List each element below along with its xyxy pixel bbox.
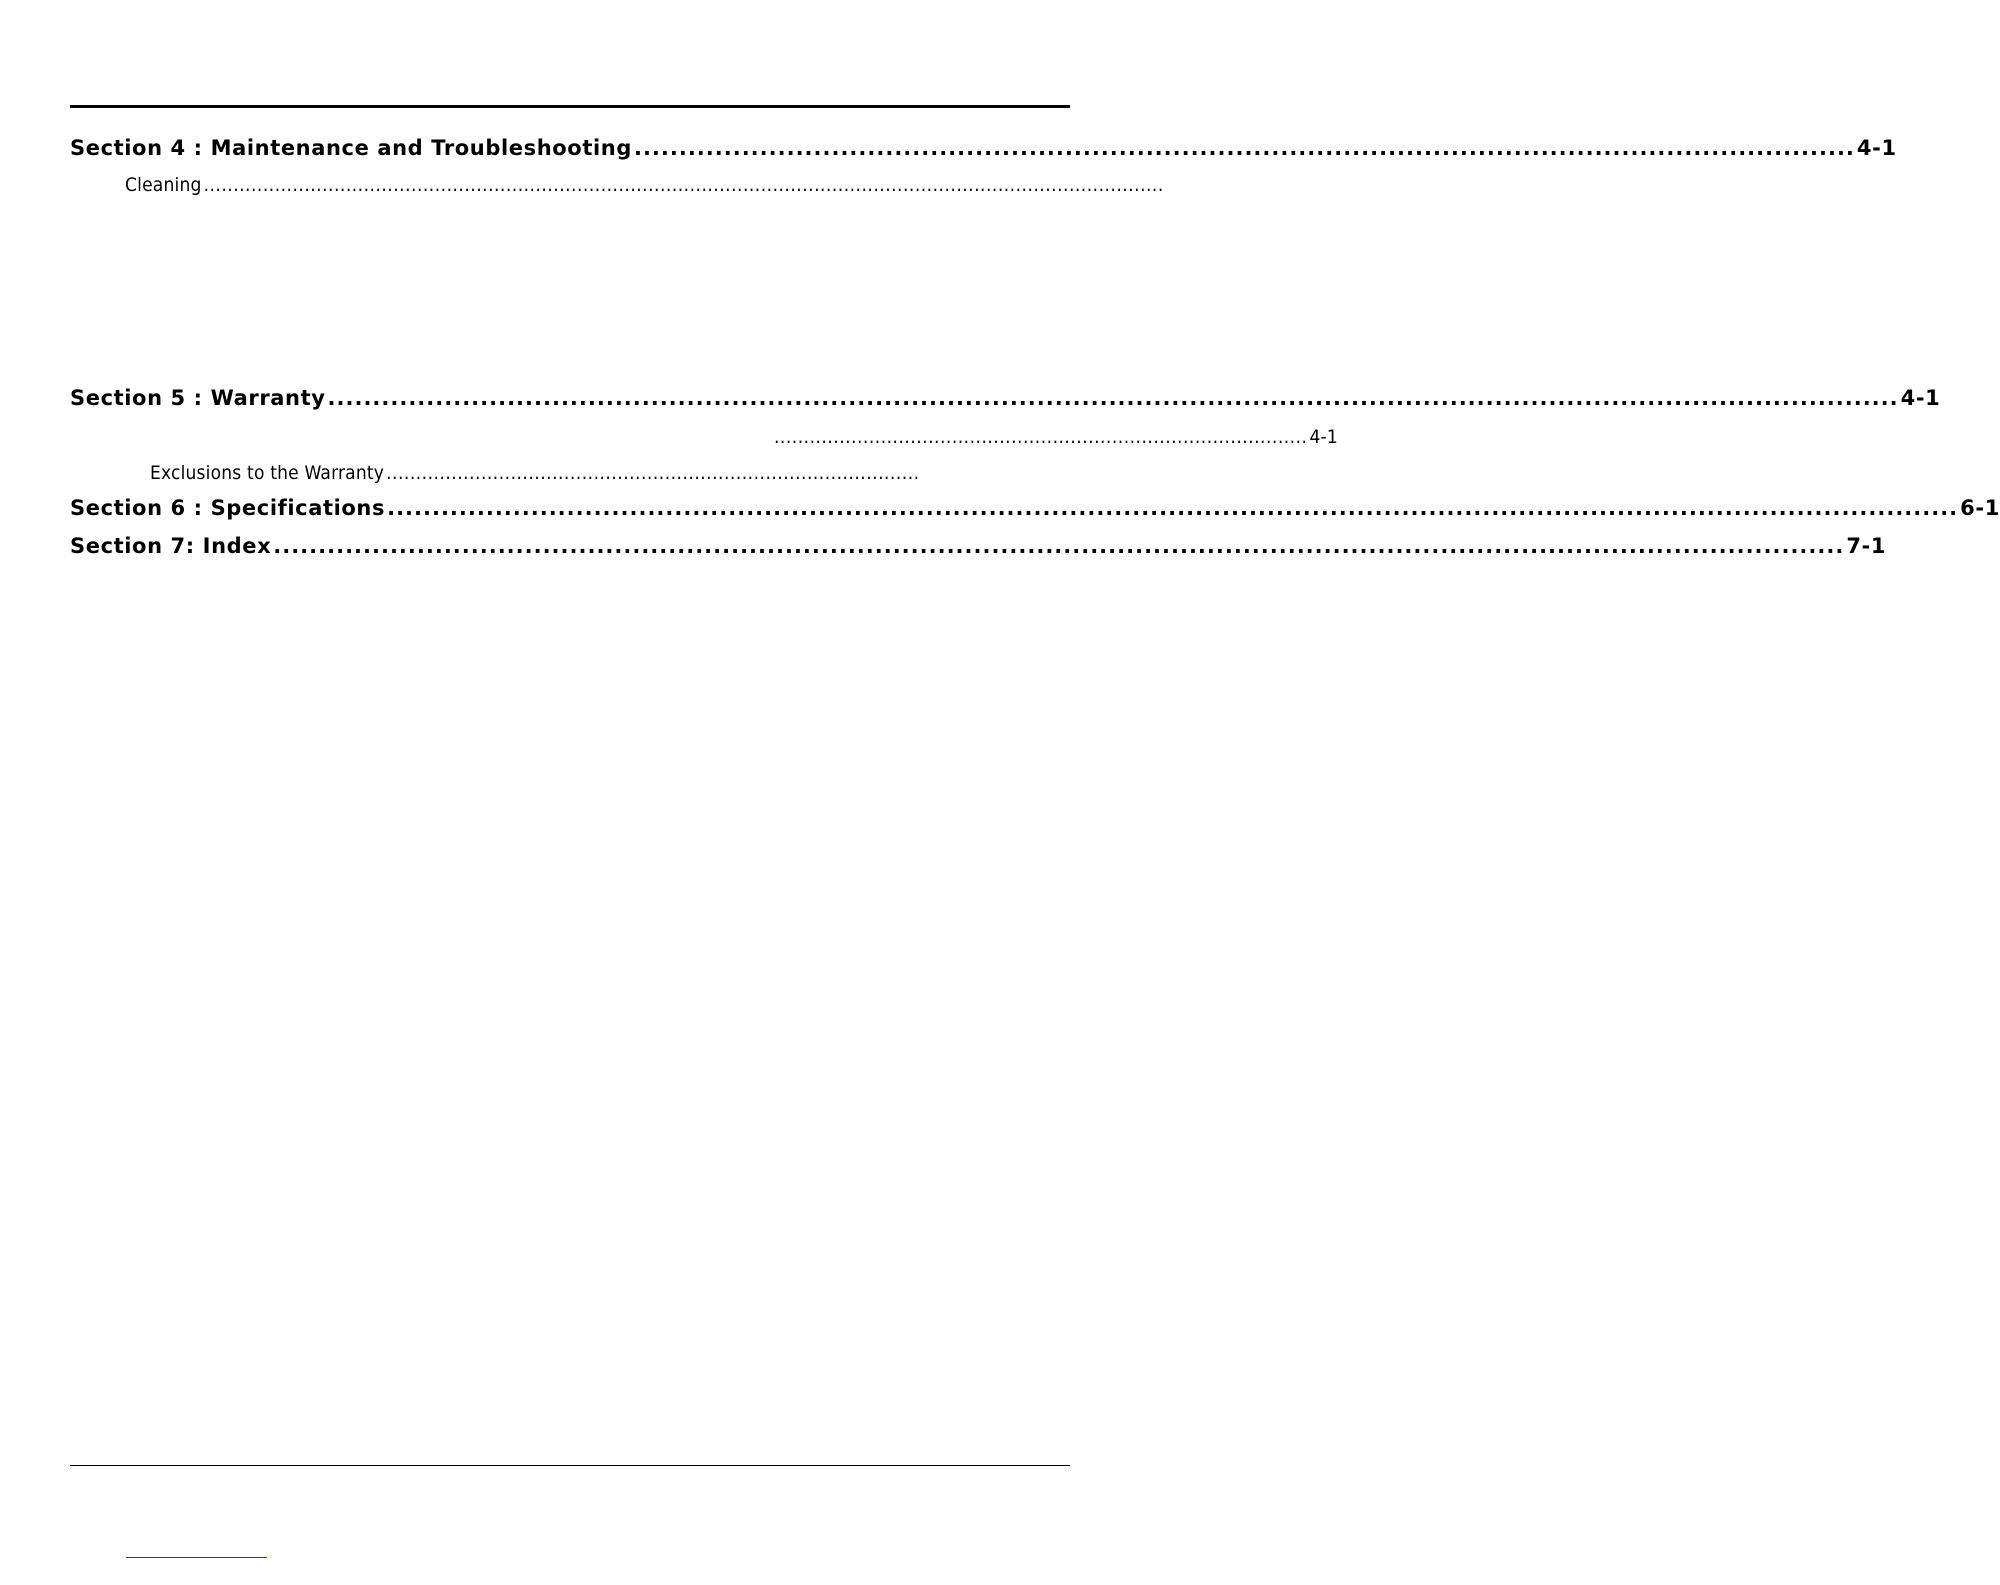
toc-entry-cleaning[interactable] — [125, 174, 1164, 196]
dot-leader: .......................................................................................... — [386, 462, 920, 484]
toc-entry-label: Cleaning — [125, 174, 202, 196]
toc-entry-page: 4-1 — [1856, 136, 1897, 160]
toc-entry-section-4[interactable] — [70, 136, 1897, 160]
dot-leader: ............................................................................................................................................................................... — [387, 496, 1959, 520]
toc-entry-exclusions[interactable] — [150, 462, 920, 484]
toc-entry-label: Section 7: Index — [70, 534, 272, 558]
toc-entry-section-5[interactable] — [70, 386, 1941, 410]
toc-entry-label: Section 4 : Maintenance and Troubleshooting — [70, 136, 632, 160]
dot-leader: ........................................................................................................................................ — [633, 136, 1855, 160]
toc-entry-label: Section 5 : Warranty — [70, 386, 326, 410]
toc-entry-section-6[interactable] — [70, 496, 2000, 520]
toc-entry-label: Section 6 : Specifications — [70, 496, 386, 520]
toc-entry-page: 4-1 — [1309, 426, 1338, 448]
toc-entry-page: 4-1 — [1900, 386, 1941, 410]
dot-leader: .......................................................................................... — [774, 426, 1308, 448]
toc-entry-page: 7-1 — [1846, 534, 1887, 558]
toc-entry-page: 6-1 — [1960, 496, 2000, 520]
dot-leader: ............................................................................................................................................................................... — [273, 534, 1845, 558]
toc-entry-label: Exclusions to the Warranty — [150, 462, 385, 484]
header-rule — [70, 105, 1070, 108]
footer-link-underline — [126, 1557, 267, 1558]
dot-leader: ............................................................................................................................................................................... — [327, 386, 1899, 410]
toc-entry-warranty-detail[interactable] — [772, 426, 1338, 448]
footer-rule — [70, 1465, 1070, 1466]
dot-leader: .................................................................................................................................................................. — [203, 174, 1164, 196]
toc-entry-section-7[interactable] — [70, 534, 1887, 558]
